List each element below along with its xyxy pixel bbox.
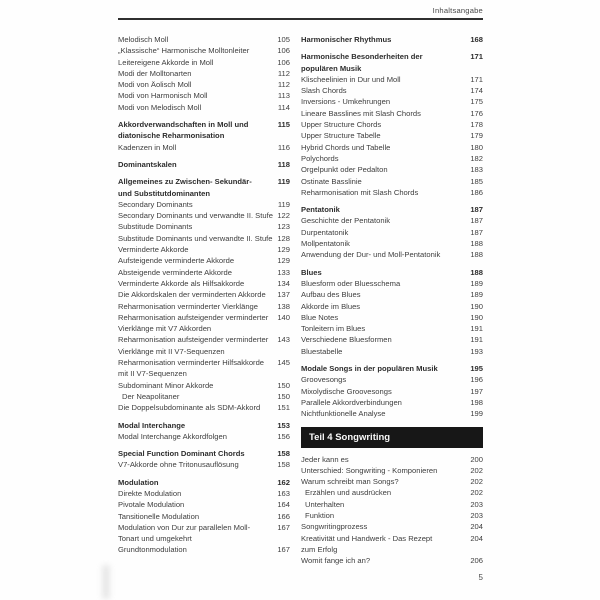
toc-entry-label: zum Erfolg — [301, 544, 338, 554]
toc-heading-page: 162 — [277, 477, 290, 487]
toc-entry-page: 150 — [277, 380, 290, 390]
toc-heading-label: diatonische Reharmonisation — [118, 131, 225, 141]
toc-entry — [301, 334, 483, 345]
toc-entry — [118, 142, 290, 153]
toc-entry — [118, 34, 290, 45]
toc-entry-page: 114 — [277, 102, 290, 112]
toc-entry-page: 187 — [470, 227, 483, 237]
toc-entry-label: Tansitionelle Modulation — [118, 511, 200, 521]
toc-entry-page: 138 — [277, 301, 290, 311]
toc-entry — [118, 221, 290, 232]
toc-entry-label: Modulation von Dur zur parallelen Moll- — [118, 522, 251, 532]
toc-heading — [118, 420, 290, 431]
toc-entry-label: Polychords — [301, 153, 339, 163]
toc-entry-page: 129 — [277, 256, 290, 266]
toc-entry-page: 158 — [277, 460, 290, 470]
toc-entry-label: Orgelpunkt oder Pedalton — [301, 165, 388, 175]
toc-entry-label: Upper Structure Chords — [301, 120, 382, 130]
toc-column-right — [301, 34, 483, 566]
toc-entry-page: 198 — [470, 397, 483, 407]
toc-columns — [118, 34, 483, 566]
toc-group — [301, 267, 483, 357]
toc-entry-page: 105 — [277, 35, 290, 44]
toc-entry-label: Groovesongs — [301, 375, 347, 385]
toc-entry-label: Lineare Basslines mit Slash Chords — [301, 108, 421, 118]
toc-entry — [118, 533, 290, 544]
toc-entry — [118, 102, 290, 113]
toc-entry — [301, 142, 483, 153]
toc-entry-label: Reharmonisation mit Slash Chords — [301, 187, 419, 197]
toc-group — [118, 477, 290, 556]
toc-entry — [301, 555, 483, 566]
toc-entry-page: 143 — [277, 335, 290, 345]
toc-entry-label: Kadenzen in Moll — [118, 142, 177, 152]
toc-entry — [118, 391, 290, 402]
toc-entry-page: 191 — [470, 335, 483, 345]
toc-heading — [118, 188, 290, 199]
toc-entry-page: 178 — [470, 120, 483, 130]
toc-heading — [301, 63, 483, 74]
toc-heading — [301, 363, 483, 374]
toc-entry — [301, 510, 483, 521]
toc-entry-label: Womit fange ich an? — [301, 556, 371, 566]
toc-entry-label: Erzählen und ausdrücken — [305, 488, 392, 498]
toc-entry — [118, 267, 290, 278]
toc-group — [301, 51, 483, 198]
toc-entry-page: 176 — [470, 108, 483, 118]
page-number: 5 — [478, 573, 483, 582]
toc-entry-page: 185 — [470, 176, 483, 186]
toc-entry-label: Grundtonmodulation — [118, 545, 187, 555]
toc-entry-label: Vierklänge mit II V7-Sequenzen — [118, 346, 225, 356]
toc-entry-page: 190 — [470, 301, 483, 311]
toc-entry-page: 199 — [470, 409, 483, 419]
toc-heading — [118, 119, 290, 130]
toc-entry-label: Tonart und umgekehrt — [118, 534, 192, 544]
toc-entry — [118, 499, 290, 510]
toc-entry-label: Reharmonisation verminderter Vierklänge — [118, 301, 258, 311]
toc-column-left — [118, 34, 290, 556]
toc-entry — [118, 323, 290, 334]
toc-entry-page: 197 — [470, 386, 483, 396]
toc-entry-label: Reharmonisation aufsteigender verminderter — [118, 335, 269, 345]
toc-entry — [118, 312, 290, 323]
toc-entry-label: Funktion — [305, 510, 335, 520]
toc-heading — [118, 448, 290, 459]
toc-entry — [301, 301, 483, 312]
toc-group — [301, 204, 483, 260]
toc-entry-label: Pivotale Modulation — [118, 500, 185, 510]
toc-heading — [301, 267, 483, 278]
toc-entry-label: Verminderte Akkorde — [118, 245, 189, 255]
toc-heading-page: 153 — [277, 420, 290, 430]
toc-entry-label: Akkorde im Blues — [301, 301, 361, 311]
toc-entry-page: 196 — [470, 375, 483, 385]
toc-heading-label: Allgemeines zu Zwischen- Sekundär- — [118, 177, 252, 187]
toc-entry — [118, 402, 290, 413]
toc-entry — [301, 176, 483, 187]
toc-entry — [301, 227, 483, 238]
toc-heading-label: populären Musik — [301, 63, 362, 73]
toc-entry — [301, 312, 483, 323]
toc-group — [301, 363, 483, 419]
toc-entry-label: Leitereigene Akkorde in Moll — [118, 57, 214, 67]
toc-entry-page: 106 — [277, 57, 290, 67]
toc-entry-label: Hybrid Chords und Tabelle — [301, 142, 391, 152]
toc-entry-page: 190 — [470, 312, 483, 322]
toc-entry-label: Modal Interchange Akkordfolgen — [118, 431, 227, 441]
toc-entry-label: Reharmonisation aufsteigender verminderter — [118, 312, 269, 322]
toc-entry-label: Modi von Äolisch Moll — [118, 80, 192, 90]
toc-entry — [301, 544, 483, 555]
toc-entry-label: Unterhalten — [305, 499, 345, 509]
toc-entry-label: Modi der Molltonarten — [118, 68, 192, 78]
toc-entry — [301, 85, 483, 96]
toc-entry-label: Aufbau des Blues — [301, 290, 361, 300]
toc-entry-label: Die Doppelsubdominante als SDM-Akkord — [118, 403, 261, 413]
toc-heading — [301, 51, 483, 62]
toc-heading-label: Harmonischer Rhythmus — [301, 35, 392, 44]
toc-heading-page: 187 — [470, 205, 483, 215]
toc-heading-label: Harmonische Besonderheiten der — [301, 52, 423, 62]
toc-entry-label: Mixolydische Groovesongs — [301, 386, 392, 396]
toc-entry-page: 189 — [470, 278, 483, 288]
toc-entry-label: Subdominant Minor Akkorde — [118, 380, 214, 390]
toc-entry-page: 119 — [277, 199, 290, 209]
toc-entry-page: 163 — [277, 488, 290, 498]
toc-entry — [301, 374, 483, 385]
toc-entry-label: Reharmonisation verminderter Hilfsakkorde — [118, 358, 265, 368]
toc-entry-label: Tonleitern im Blues — [301, 324, 366, 334]
toc-entry — [118, 57, 290, 68]
running-header: Inhaltsangabe — [432, 6, 483, 15]
toc-entry — [118, 544, 290, 555]
toc-heading-label: Modulation — [118, 477, 159, 487]
toc-entry-label: Secondary Dominants — [118, 199, 193, 209]
toc-heading — [118, 477, 290, 488]
toc-entry — [301, 521, 483, 532]
toc-entry-page: 191 — [470, 324, 483, 334]
toc-heading-page: 171 — [470, 52, 483, 62]
toc-entry — [301, 408, 483, 419]
toc-entry — [118, 199, 290, 210]
toc-entry — [301, 499, 483, 510]
toc-entry-label: Melodisch Moll — [118, 35, 169, 44]
toc-group — [118, 176, 290, 413]
toc-entry-page: 116 — [277, 142, 290, 152]
page-edge-shadow — [102, 565, 110, 599]
toc-entry-page: 140 — [277, 312, 290, 322]
toc-entry — [301, 465, 483, 476]
toc-entry-label: Absteigende verminderte Akkorde — [118, 267, 232, 277]
toc-entry-page: 186 — [470, 187, 483, 197]
toc-heading-label: Dominantskalen — [118, 159, 177, 169]
toc-group — [118, 159, 290, 170]
toc-entry-page: 167 — [277, 522, 290, 532]
toc-entry-label: Aufsteigende verminderte Akkorde — [118, 256, 235, 266]
toc-entry-page: 133 — [277, 267, 290, 277]
toc-entry — [118, 45, 290, 56]
toc-heading-page: 119 — [277, 177, 290, 187]
toc-heading-label: Pentatonik — [301, 205, 340, 215]
toc-entry-page: 164 — [277, 500, 290, 510]
toc-entry-label: Direkte Modulation — [118, 488, 182, 498]
toc-entry-label: Bluesform oder Bluesschema — [301, 278, 401, 288]
toc-entry — [118, 79, 290, 90]
part-banner: Teil 4 Songwriting — [301, 427, 483, 448]
toc-entry-page: 183 — [470, 165, 483, 175]
toc-entry — [301, 346, 483, 357]
toc-entry-label: Verschiedene Bluesformen — [301, 335, 392, 345]
toc-entry — [118, 459, 290, 470]
toc-entry — [301, 454, 483, 465]
toc-entry-label: Durpentatonik — [301, 227, 349, 237]
toc-entry — [118, 255, 290, 266]
toc-heading-label: und Substitutdominanten — [118, 188, 210, 198]
toc-entry — [118, 278, 290, 289]
toc-entry-page: 188 — [470, 250, 483, 260]
toc-heading-label: Special Function Dominant Chords — [118, 449, 245, 459]
toc-entry — [118, 522, 290, 533]
toc-heading-page: 168 — [470, 35, 483, 44]
toc-entry-page: 112 — [277, 80, 290, 90]
toc-entry-page: 137 — [277, 290, 290, 300]
toc-entry-label: Die Akkordskalen der verminderten Akkorde — [118, 290, 266, 300]
toc-entry-label: Anwendung der Dur- und Moll-Pentatonik — [301, 250, 441, 260]
toc-entry-page: 167 — [277, 545, 290, 555]
toc-entry — [118, 368, 290, 379]
toc-entry-page: 193 — [470, 346, 483, 356]
toc-entry — [118, 511, 290, 522]
toc-entry-page: 129 — [277, 245, 290, 255]
toc-entry — [118, 357, 290, 368]
toc-entry-page: 202 — [470, 488, 483, 498]
toc-entry-label: Substitude Dominants und verwandte II. Stufe — [118, 233, 273, 243]
toc-group — [301, 34, 483, 45]
toc-entry-page: 150 — [277, 391, 290, 401]
toc-entry — [118, 90, 290, 101]
toc-entry — [301, 153, 483, 164]
toc-entry — [301, 119, 483, 130]
toc-entry-page: 174 — [470, 86, 483, 96]
toc-entry — [301, 386, 483, 397]
toc-entry-label: Mollpentatonik — [301, 239, 350, 249]
toc-entry-label: V7-Akkorde ohne Tritonusauflösung — [118, 460, 239, 470]
toc-content — [118, 6, 483, 566]
toc-entry-page: 134 — [277, 278, 290, 288]
toc-entry-label: Parallele Akkordverbindungen — [301, 397, 402, 407]
toc-group — [118, 420, 290, 443]
toc-entry-label: Nichtfunktionelle Analyse — [301, 409, 386, 419]
toc-heading — [118, 130, 290, 141]
toc-entry-label: Songwritingprozess — [301, 522, 368, 532]
toc-entry-page: 166 — [277, 511, 290, 521]
toc-entry-label: Der Neapolitaner — [122, 391, 180, 401]
toc-entry — [118, 233, 290, 244]
toc-heading — [118, 159, 290, 170]
toc-entry — [301, 187, 483, 198]
toc-entry — [118, 334, 290, 345]
toc-entry-label: „Klassische“ Harmonische Molltonleiter — [118, 46, 250, 56]
toc-entry-page: 112 — [277, 68, 290, 78]
toc-entry-page: 179 — [470, 131, 483, 141]
toc-entry-page: 151 — [277, 403, 290, 413]
toc-heading-label: Modale Songs in der populären Musik — [301, 364, 438, 374]
toc-entry-label: Geschichte der Pentatonik — [301, 216, 391, 226]
header-rule — [118, 18, 483, 20]
toc-entry — [118, 380, 290, 391]
toc-entry — [118, 68, 290, 79]
toc-entry — [301, 533, 483, 544]
toc-entry — [118, 488, 290, 499]
toc-entry-label: Inversions - Umkehrungen — [301, 97, 391, 107]
toc-entry-label: Warum schreibt man Songs? — [301, 477, 399, 487]
toc-heading-label: Akkordverwandschaften in Moll und — [118, 120, 249, 130]
toc-entry-label: Blue Notes — [301, 312, 339, 322]
toc-entry — [301, 238, 483, 249]
toc-entry-page: 187 — [470, 216, 483, 226]
toc-entry — [301, 74, 483, 85]
toc-heading-page: 158 — [277, 449, 290, 459]
toc-entry-page: 202 — [470, 465, 483, 475]
toc-heading-page: 195 — [470, 364, 483, 374]
toc-heading — [301, 34, 483, 45]
toc-entry-label: Verminderte Akkorde als Hilfsakkorde — [118, 278, 245, 288]
toc-entry — [118, 210, 290, 221]
toc-entry-label: Modi von Harmonisch Moll — [118, 91, 208, 101]
toc-entry-label: Unterschied: Songwriting - Komponieren — [301, 465, 438, 475]
toc-entry — [118, 431, 290, 442]
toc-entry-page: 156 — [277, 431, 290, 441]
toc-entry-page: 202 — [470, 477, 483, 487]
toc-entry-label: mit II V7-Sequenzen — [118, 369, 187, 379]
toc-group — [301, 454, 483, 567]
toc-entry-page: 182 — [470, 153, 483, 163]
toc-entry-label: Substitude Dominants — [118, 222, 193, 232]
toc-entry — [301, 289, 483, 300]
toc-entry-label: Secondary Dominants und verwandte II. Stufe — [118, 211, 273, 221]
toc-entry — [301, 108, 483, 119]
toc-entry — [118, 244, 290, 255]
toc-entry-page: 113 — [277, 91, 290, 101]
toc-entry-page: 145 — [277, 358, 290, 368]
toc-entry — [301, 323, 483, 334]
toc-entry — [301, 215, 483, 226]
toc-entry-label: Kreativität und Handwerk - Das Rezept — [301, 533, 433, 543]
toc-entry — [301, 96, 483, 107]
toc-entry — [301, 476, 483, 487]
toc-entry-page: 123 — [277, 222, 290, 232]
toc-group — [118, 448, 290, 471]
toc-entry-label: Slash Chords — [301, 86, 347, 96]
toc-entry-page: 175 — [470, 97, 483, 107]
toc-entry — [118, 301, 290, 312]
toc-entry-page: 200 — [470, 454, 483, 464]
toc-entry — [301, 278, 483, 289]
toc-entry-page: 204 — [470, 522, 483, 532]
toc-entry-page: 189 — [470, 290, 483, 300]
toc-entry — [301, 249, 483, 260]
toc-heading — [118, 176, 290, 187]
toc-entry-label: Upper Structure Tabelle — [301, 131, 381, 141]
toc-entry — [118, 289, 290, 300]
toc-entry-page: 203 — [470, 510, 483, 520]
toc-entry-page: 122 — [277, 211, 290, 221]
toc-entry-label: Ostinate Basslinie — [301, 176, 362, 186]
toc-entry-page: 203 — [470, 499, 483, 509]
toc-heading-label: Modal Interchange — [118, 420, 186, 430]
toc-entry-label: Klischeelinien in Dur und Moll — [301, 74, 401, 84]
toc-entry — [301, 130, 483, 141]
toc-entry-page: 204 — [470, 533, 483, 543]
toc-entry-page: 188 — [470, 239, 483, 249]
toc-entry-page: 180 — [470, 142, 483, 152]
toc-heading-page: 188 — [470, 267, 483, 277]
toc-group — [118, 119, 290, 153]
toc-entry-label: Jeder kann es — [301, 454, 349, 464]
toc-entry — [118, 346, 290, 357]
toc-heading — [301, 204, 483, 215]
toc-entry-label: Modi von Melodisch Moll — [118, 102, 202, 112]
toc-entry — [301, 164, 483, 175]
toc-heading-page: 115 — [277, 120, 290, 130]
toc-entry-page: 206 — [470, 556, 483, 566]
toc-entry-label: Bluestabelle — [301, 346, 343, 356]
toc-entry — [301, 397, 483, 408]
toc-entry-page: 128 — [277, 233, 290, 243]
toc-heading-label: Blues — [301, 267, 322, 277]
toc-entry — [301, 487, 483, 498]
toc-entry-page: 171 — [470, 74, 483, 84]
toc-entry-label: Vierklänge mit V7 Akkorden — [118, 324, 212, 334]
toc-entry-page: 106 — [277, 46, 290, 56]
toc-heading-page: 118 — [277, 159, 290, 169]
toc-group — [118, 34, 290, 113]
